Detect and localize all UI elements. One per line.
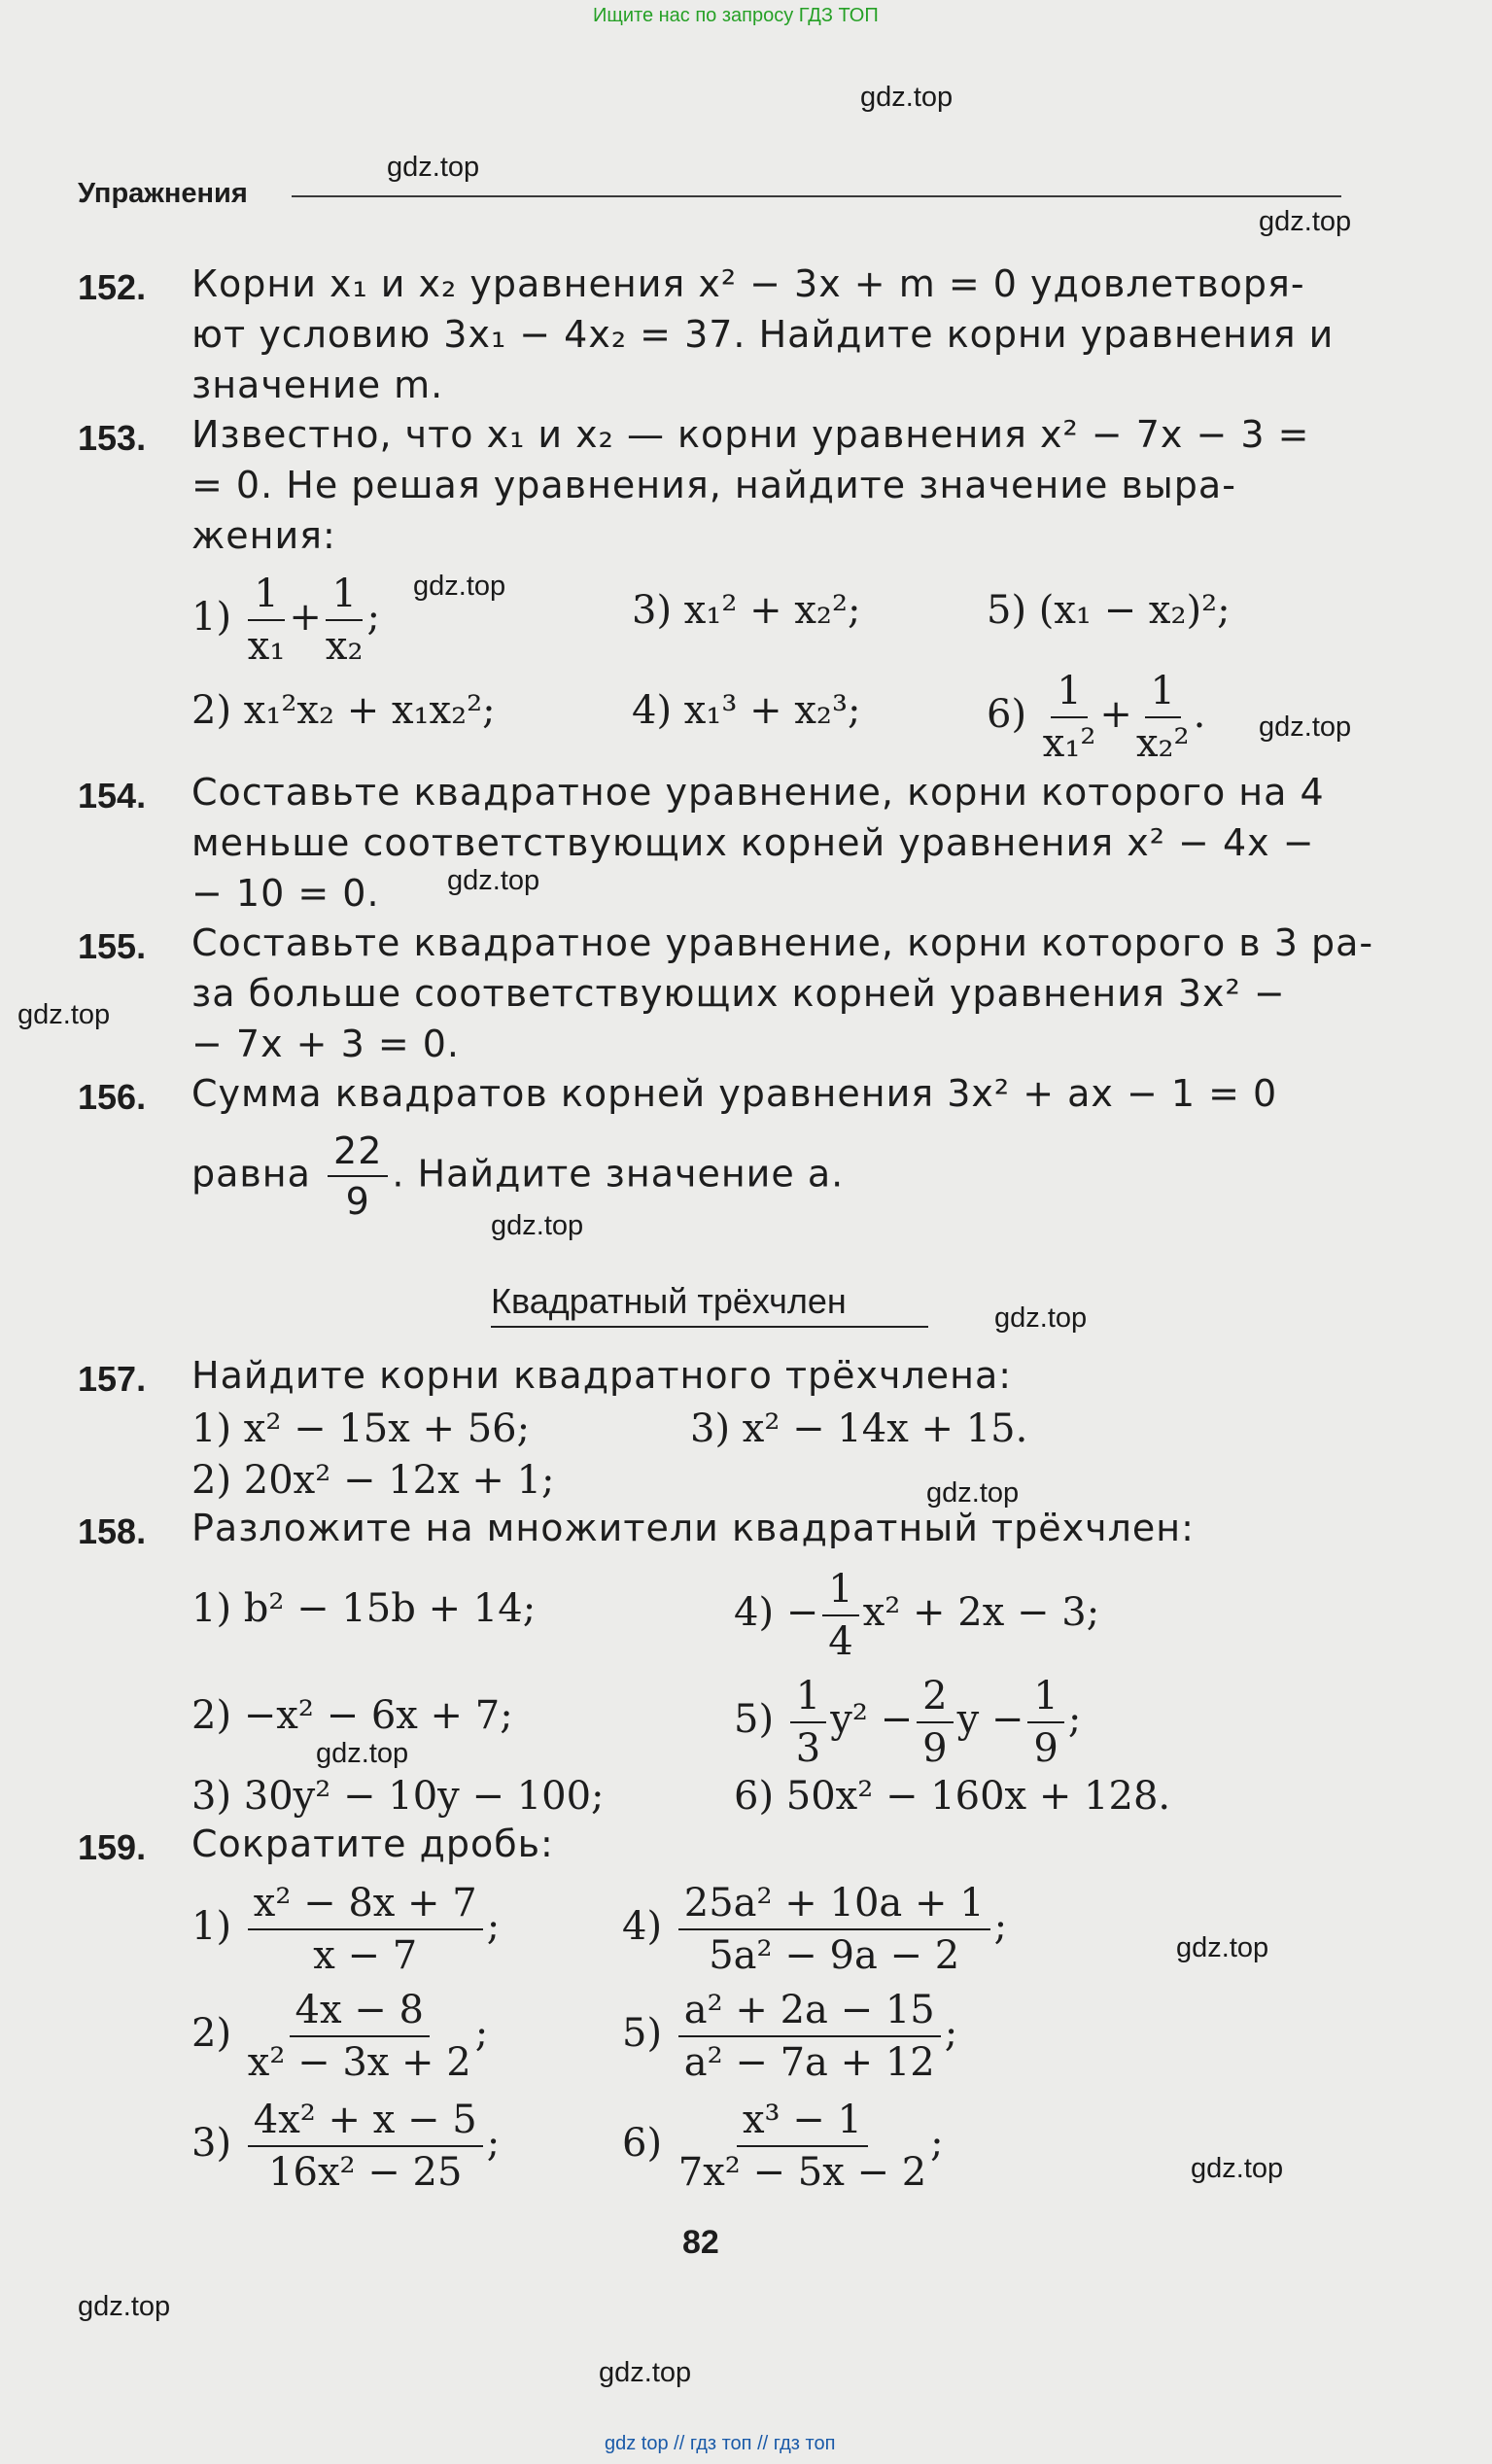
section-header: Упражнения xyxy=(78,178,248,209)
problem-number: 153. xyxy=(78,418,147,458)
problem-text-line: Сократите дробь: xyxy=(191,1822,554,1865)
item-159-4: 4) $\frac{\text{25a² + 10a + 1}}{\text{5a² − 9a − 2}}$ ; xyxy=(622,1881,1008,1978)
item-153-6: 6) $\frac{1}{\text{x₁²}}$ + $\frac{1}{\text{x₂²}}$ . xyxy=(987,669,1206,766)
watermark: gdz.top xyxy=(491,1210,584,1241)
watermark: gdz.top xyxy=(860,82,954,113)
problem-text-line: = 0. Не решая уравнения, найдите значение выра- xyxy=(191,464,1236,506)
problem-number: 159. xyxy=(78,1827,147,1867)
watermark: gdz.top xyxy=(994,1302,1088,1334)
top-banner[interactable]: Ищите нас по запросу ГДЗ ТОП xyxy=(593,5,879,26)
page-number: 82 xyxy=(682,2224,719,2261)
problem-text-line: Составьте квадратное уравнение, корни которого в 3 ра- xyxy=(191,921,1374,964)
watermark: gdz.top xyxy=(316,1738,409,1769)
section-title-underline xyxy=(491,1326,928,1328)
item-157-1: 1) x² − 15x + 56; xyxy=(191,1406,531,1451)
item-158-5: 5) $\frac{1}{3}$ y² − $\frac{2}{9}$ y − $\frac{1}{9}$ ; xyxy=(734,1674,1082,1771)
watermark: gdz.top xyxy=(17,999,111,1030)
section-title: Квадратный трёхчлен xyxy=(491,1281,847,1321)
problem-text-line: значение m. xyxy=(191,364,444,406)
problem-text-line: равна $\frac{22}{9}$ . Найдите значение a. xyxy=(191,1129,845,1223)
item-157-3: 3) x² − 14x + 15. xyxy=(690,1406,1028,1451)
watermark: gdz.top xyxy=(447,865,540,896)
problem-text-line: − 10 = 0. xyxy=(191,872,380,915)
problem-text-line: Составьте квадратное уравнение, корни которого на 4 xyxy=(191,771,1325,814)
watermark: gdz.top xyxy=(926,1477,1020,1509)
watermark: gdz.top xyxy=(78,2291,171,2322)
problem-text-line: меньше соответствующих корней уравнения x² − 4x − xyxy=(191,821,1315,864)
watermark: gdz.top xyxy=(387,152,480,183)
problem-text-line: ют условию 3x₁ − 4x₂ = 37. Найдите корни уравнения и xyxy=(191,313,1335,356)
header-rule xyxy=(292,195,1341,197)
item-159-5: 5) $\frac{\text{a² + 2a − 15}}{\text{a² − 7a + 12}}$ ; xyxy=(622,1988,958,2085)
item-159-2: 2) $\frac{4x - 8}{\text{x² − 3x + 2}}$ ; xyxy=(191,1988,489,2085)
item-153-1: 1) $\frac{1}{\text{x₁}}$ + $\frac{1}{\text{x₂}}$ ; xyxy=(191,572,380,669)
watermark: gdz.top xyxy=(599,2357,692,2388)
watermark: gdz.top xyxy=(1176,1932,1269,1963)
item-159-1: 1) $\frac{\text{x² − 8x + 7}}{x - 7}$ ; xyxy=(191,1881,501,1978)
footer-links[interactable]: gdz top // гдз топ // гдз топ xyxy=(605,2433,836,2454)
item-158-1: 1) b² − 15b + 14; xyxy=(191,1586,537,1631)
problem-number: 155. xyxy=(78,926,147,966)
problem-number: 154. xyxy=(78,776,147,816)
item-158-3: 3) 30y² − 10y − 100; xyxy=(191,1774,605,1819)
problem-text-line: Разложите на множители квадратный трёхчлен: xyxy=(191,1507,1195,1549)
problem-number: 152. xyxy=(78,267,147,307)
problem-text-line: Сумма квадратов корней уравнения 3x² + ax − 1 = 0 xyxy=(191,1072,1278,1115)
problem-text-line: Известно, что x₁ и x₂ — корни уравнения x² − 7x − 3 = xyxy=(191,413,1310,456)
problem-text-line: жения: xyxy=(191,514,336,557)
problem-text-line: за больше соответствующих корней уравнения 3x² − xyxy=(191,972,1286,1015)
item-153-3: 3) x₁² + x₂²; xyxy=(632,588,861,633)
watermark: gdz.top xyxy=(1191,2153,1284,2184)
item-158-2: 2) −x² − 6x + 7; xyxy=(191,1693,513,1738)
problem-number: 158. xyxy=(78,1511,147,1551)
problem-number: 156. xyxy=(78,1077,147,1117)
item-159-3: 3) $\frac{\text{4x² + x − 5}}{\text{16x² − 25}}$ ; xyxy=(191,2098,501,2195)
problem-number: 157. xyxy=(78,1359,147,1399)
watermark: gdz.top xyxy=(1259,711,1352,743)
item-153-5: 5) (x₁ − x₂)²; xyxy=(987,588,1231,633)
item-158-6: 6) 50x² − 160x + 128. xyxy=(734,1774,1171,1819)
item-153-4: 4) x₁³ + x₂³; xyxy=(632,688,861,733)
item-159-6: 6) $\frac{\text{x³ − 1}}{\text{7x² − 5x − 2}}$ ; xyxy=(622,2098,944,2195)
problem-text-line: Найдите корни квадратного трёхчлена: xyxy=(191,1354,1013,1397)
problem-text-line: Корни x₁ и x₂ уравнения x² − 3x + m = 0 удовлетворя- xyxy=(191,262,1305,305)
item-157-2: 2) 20x² − 12x + 1; xyxy=(191,1458,555,1503)
item-158-4: 4) − $\frac{1}{4}$ x² + 2x − 3; xyxy=(734,1567,1100,1664)
watermark: gdz.top xyxy=(413,571,506,602)
item-153-2: 2) x₁²x₂ + x₁x₂²; xyxy=(191,688,496,733)
problem-text-line: − 7x + 3 = 0. xyxy=(191,1023,461,1065)
watermark: gdz.top xyxy=(1259,206,1352,237)
